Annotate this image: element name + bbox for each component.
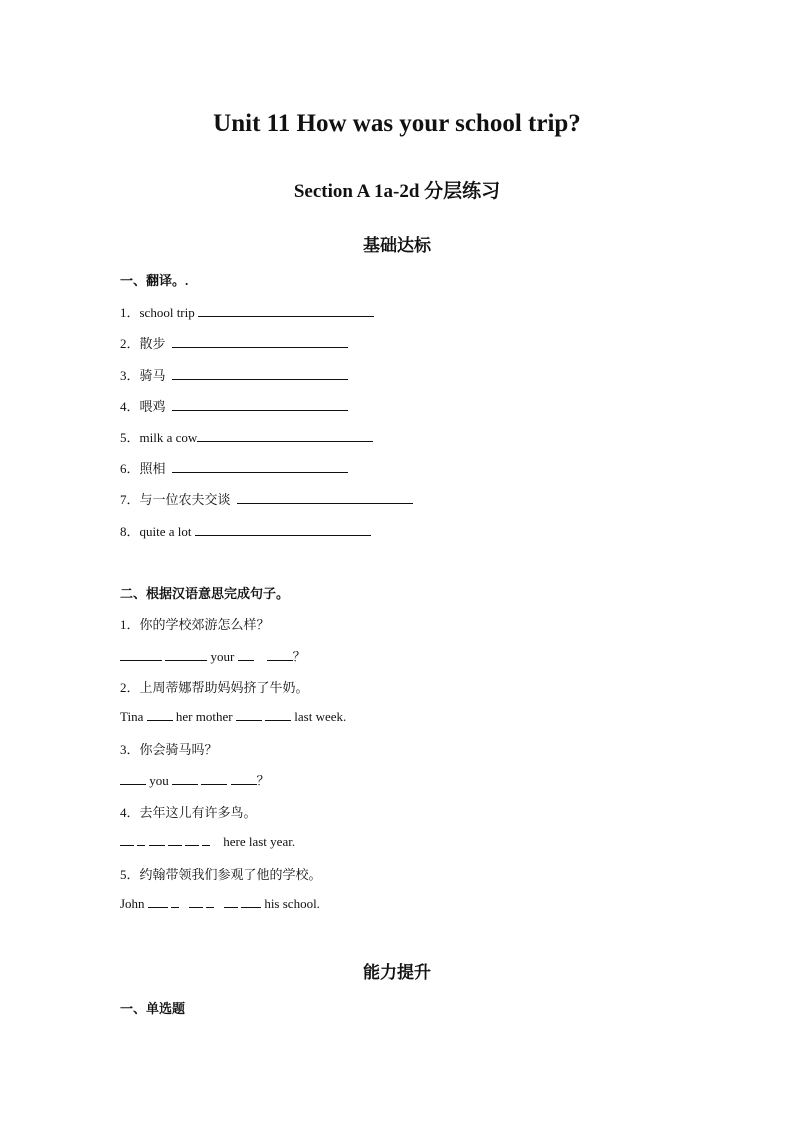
answer-blank[interactable]: [195, 523, 371, 536]
sentence-question-2: 2．上周蒂娜帮助妈妈挤了牛奶。: [120, 680, 309, 695]
sentence-answer-3: you ？: [120, 770, 270, 789]
part2-heading: 二、根据汉语意思完成句子。: [120, 586, 290, 601]
answer-blank[interactable]: [185, 833, 199, 846]
answer-blank[interactable]: [165, 648, 207, 661]
translate-item-2: 2．散步: [120, 333, 348, 352]
part3-heading: 一、单选题: [120, 1001, 186, 1016]
answer-blank[interactable]: [267, 648, 293, 661]
answer-blank[interactable]: [120, 833, 134, 846]
section-heading-advanced: 能力提升: [363, 963, 431, 982]
sentence-question-5: 5．约翰带领我们参观了他的学校。: [120, 867, 322, 882]
answer-blank[interactable]: [224, 895, 238, 908]
answer-blank[interactable]: [172, 335, 348, 348]
answer-blank[interactable]: [198, 304, 374, 317]
translate-item-4: 4．喂鸡: [120, 396, 348, 415]
sentence-question-4: 4．去年这儿有许多鸟。: [120, 805, 257, 820]
answer-blank[interactable]: [172, 772, 198, 785]
answer-blank[interactable]: [168, 833, 182, 846]
answer-blank[interactable]: [202, 833, 210, 846]
part1-heading: 一、翻译。.: [120, 273, 189, 288]
translate-item-1: 1．school trip: [120, 302, 374, 321]
answer-blank[interactable]: [137, 833, 145, 846]
sentence-question-1: 1．你的学校郊游怎么样？: [120, 617, 270, 632]
page-subtitle: Section A 1a-2d 分层练习: [293, 181, 501, 202]
translate-item-6: 6．照相: [120, 458, 348, 477]
answer-blank[interactable]: [189, 895, 203, 908]
sentence-answer-1: your ？: [120, 646, 306, 665]
answer-blank[interactable]: [171, 895, 179, 908]
translate-item-3: 3．骑马: [120, 365, 348, 384]
answer-blank[interactable]: [238, 648, 254, 661]
answer-blank[interactable]: [148, 895, 168, 908]
translate-item-8: 8．quite a lot: [120, 521, 371, 540]
answer-blank[interactable]: [149, 833, 165, 846]
answer-blank[interactable]: [172, 460, 348, 473]
sentence-answer-5: John his school.: [120, 896, 320, 911]
sentence-answer-2: Tina her mother last week.: [120, 709, 347, 724]
translate-item-5: 5．milk a cow: [120, 427, 373, 446]
answer-blank[interactable]: [120, 772, 146, 785]
answer-blank[interactable]: [237, 491, 413, 504]
answer-blank[interactable]: [201, 772, 227, 785]
answer-blank[interactable]: [197, 429, 373, 442]
answer-blank[interactable]: [206, 895, 214, 908]
answer-blank[interactable]: [231, 772, 257, 785]
answer-blank[interactable]: [172, 398, 348, 411]
answer-blank[interactable]: [241, 895, 261, 908]
section-heading-basic: 基础达标: [363, 236, 431, 255]
answer-blank[interactable]: [265, 708, 291, 721]
answer-blank[interactable]: [120, 648, 162, 661]
sentence-question-3: 3．你会骑马吗？: [120, 742, 218, 757]
answer-blank[interactable]: [236, 708, 262, 721]
answer-blank[interactable]: [147, 708, 173, 721]
translate-item-7: 7．与一位农夫交谈: [120, 489, 413, 508]
page-title: Unit 11 How was your school trip?: [213, 110, 581, 137]
sentence-answer-4: here last year.: [120, 833, 295, 850]
answer-blank[interactable]: [172, 367, 348, 380]
